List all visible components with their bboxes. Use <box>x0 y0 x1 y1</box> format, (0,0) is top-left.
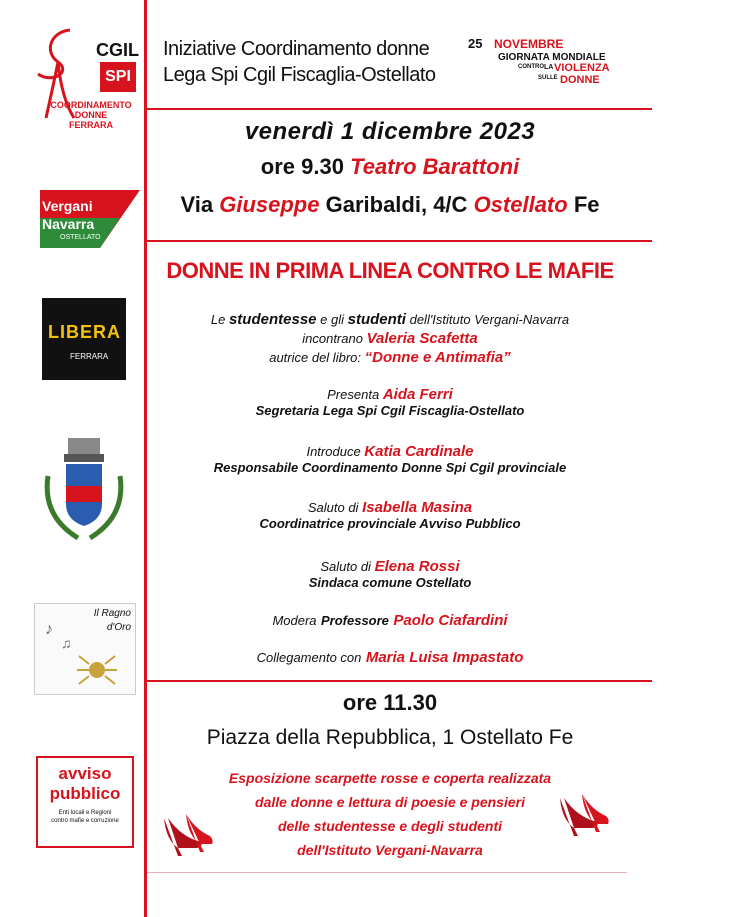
speaker-3-role: Coordinatrice provinciale Avviso Pubblico <box>259 516 521 531</box>
spi-badge: SPI <box>100 62 136 92</box>
event-headline: DONNE IN PRIMA LINEA CONTRO LE MAFIE <box>166 258 614 283</box>
link-name: Maria Luisa Impastato <box>365 649 524 666</box>
cgil-text: CGIL <box>96 40 139 60</box>
addr-ostellato: Ostellato <box>473 192 568 217</box>
cgil-spi-logo <box>30 22 140 132</box>
second-desc-3: delle studentesse e degli studenti <box>277 818 503 834</box>
addr-garibaldi: Garibaldi, 4/C <box>325 192 468 217</box>
venue-divider <box>147 240 652 242</box>
intro-autrice: autrice del libro: <box>269 350 361 365</box>
header-title-line1: Iniziative Coordinamento donne <box>163 38 430 60</box>
svg-text:♪: ♪ <box>45 621 53 638</box>
25-novembre-badge <box>466 34 610 92</box>
ragno-doro-logo <box>34 603 136 695</box>
ragno-text-2: d'Oro <box>106 622 131 633</box>
event-date: venerdì 1 dicembre 2023 <box>244 118 536 145</box>
speaker-4-role: Sindaca comune Ostellato <box>308 575 472 590</box>
pubblico-text: pubblico <box>49 784 121 803</box>
badge-contro: CONTRO <box>518 64 544 70</box>
speaker-2-role: Responsabile Coordinamento Donne Spi Cgil provinciale <box>213 460 567 475</box>
speaker-2-name: Katia Cardinale <box>364 443 474 460</box>
ostellato-text: OSTELLATO <box>60 234 101 241</box>
cgil-caption-3: FERRARA <box>69 120 113 130</box>
speaker-1-role: Segretaria Lega Spi Cgil Fiscaglia-Ostellato <box>255 403 525 418</box>
addr-fe: Fe <box>573 192 600 217</box>
program-divider <box>147 680 652 682</box>
speaker-4-name: Elena Rossi <box>374 558 460 575</box>
event-venue: Teatro Barattoni <box>350 154 520 179</box>
red-shoes-left-icon <box>160 810 216 858</box>
speaker-3-prefix: Saluto di <box>307 500 359 515</box>
second-desc-1: Esposizione scarpette rosse e coperta realizzata <box>228 770 552 786</box>
link-prefix: Collegamento con <box>256 650 362 665</box>
avviso-caption-2: contro mafie e corruzione <box>51 818 119 824</box>
second-time: ore 11.30 <box>342 690 438 715</box>
cgil-caption-2: DONNE <box>74 110 108 120</box>
addr-via: Via <box>180 192 214 217</box>
ostellato-crest <box>38 436 130 544</box>
speaker-4-prefix: Saluto di <box>320 559 371 574</box>
speaker-1-prefix: Presenta <box>327 387 380 402</box>
intro-e-gli: e gli <box>320 312 344 327</box>
intro-valeria: Valeria Scafetta <box>366 330 478 347</box>
badge-violenza: VIOLENZA <box>554 62 610 74</box>
speaker-3-name: Isabella Masina <box>362 499 473 516</box>
second-desc-2: dalle donne e lettura di poesie e pensieri <box>255 794 525 810</box>
left-red-divider <box>144 0 147 917</box>
badge-month: NOVEMBRE <box>494 37 564 51</box>
moderator-prefix: Modera <box>272 613 317 628</box>
moderator-title: Professore <box>320 613 389 628</box>
intro-studenti: studenti <box>347 311 406 328</box>
badge-number: 25 <box>468 36 483 51</box>
intro-istituto: dell'Istituto Vergani-Navarra <box>409 312 570 327</box>
spider-icon <box>35 604 135 694</box>
intro-incontrano: incontrano <box>302 331 363 346</box>
second-desc-4: dell'Istituto Vergani-Navarra <box>297 842 483 858</box>
addr-giuseppe: Giuseppe <box>219 192 320 217</box>
header-divider <box>147 108 652 110</box>
svg-text:♫: ♫ <box>61 635 72 651</box>
badge-line1: GIORNATA MONDIALE <box>498 52 606 63</box>
intro-libro: “Donne e Antimafia” <box>364 349 511 366</box>
avviso-text: avviso <box>58 764 112 783</box>
badge-la: LA <box>544 64 554 71</box>
cgil-caption-1: COORDINAMENTO <box>50 100 132 110</box>
speaker-2-prefix: Introduce <box>306 444 361 459</box>
libera-logo <box>42 298 126 380</box>
badge-sulle: SULLE <box>538 75 558 81</box>
badge-donne: DONNE <box>560 74 600 86</box>
moderator-name: Paolo Ciafardini <box>393 612 508 629</box>
libera-city: FERRARA <box>70 352 109 361</box>
avviso-pubblico-logo <box>36 756 134 848</box>
intro-studentesse: studentesse <box>228 311 317 328</box>
vergani-text: Vergani <box>42 198 93 214</box>
vergani-navarra-logo <box>40 190 140 248</box>
event-time: ore 9.30 <box>260 154 344 179</box>
header-title-line2: Lega Spi Cgil Fiscaglia-Ostellato <box>163 64 436 86</box>
red-shoes-right-icon <box>556 790 612 838</box>
ragno-text-1: Il Ragno <box>93 608 131 619</box>
second-place: Piazza della Repubblica, 1 Ostellato Fe <box>206 726 574 749</box>
libera-text: LIBERA <box>48 322 121 342</box>
speaker-1-name: Aida Ferri <box>382 386 453 403</box>
navarra-text: Navarra <box>42 216 95 232</box>
intro-le: Le <box>210 312 226 327</box>
footer-divider <box>147 872 627 873</box>
avviso-caption-1: Enti locali e Regioni <box>58 810 112 816</box>
